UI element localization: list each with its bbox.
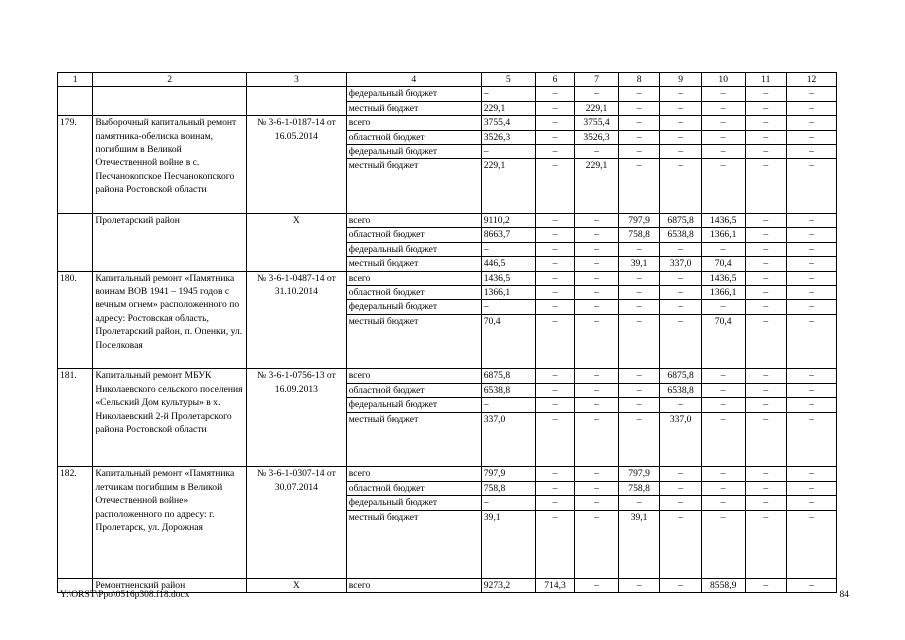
amount-cell: – — [701, 300, 745, 314]
amount-cell: 6875,8 — [481, 369, 535, 383]
amount-cell: – — [575, 481, 619, 495]
amount-cell: 6875,8 — [660, 214, 702, 228]
amount-cell: 797,9 — [481, 467, 535, 481]
amount-cell: – — [745, 271, 787, 285]
amount-cell: – — [745, 214, 787, 228]
column-number-5: 5 — [481, 73, 535, 87]
amount-cell: – — [618, 412, 660, 467]
amount-cell: – — [745, 130, 787, 144]
funding-source: федеральный бюджет — [346, 398, 481, 412]
amount-cell: – — [575, 578, 619, 592]
amount-cell: – — [535, 159, 574, 214]
amount-cell: – — [787, 481, 837, 495]
amount-cell: 8558,9 — [701, 578, 745, 592]
amount-cell: – — [745, 228, 787, 242]
amount-cell: – — [745, 145, 787, 159]
amount-cell: 797,9 — [618, 214, 660, 228]
amount-cell: – — [787, 383, 837, 397]
amount-cell: – — [618, 578, 660, 592]
object-name: Капитальный ремонт МБУК Николаевского сельского поселения «Сельский Дом культуры» в х. Николаевский 2-й Пролетарского района Ростовской области — [93, 369, 247, 467]
amount-cell: – — [701, 87, 745, 101]
row-number — [58, 214, 93, 272]
row-number: 179. — [58, 116, 93, 214]
object-name: Капитальный ремонт «Памятника летчикам погибшим в Великой Отечественной войне» расположенного по адресу: г. Пролетарск, ул. Дорожная — [93, 467, 247, 578]
amount-cell: – — [787, 159, 837, 214]
amount-cell: – — [618, 369, 660, 383]
funding-source: местный бюджет — [346, 101, 481, 115]
amount-cell: – — [481, 300, 535, 314]
amount-cell: 6875,8 — [660, 369, 702, 383]
amount-cell: 3526,3 — [481, 130, 535, 144]
amount-cell: 758,8 — [481, 481, 535, 495]
amount-cell: – — [787, 412, 837, 467]
amount-cell: – — [535, 87, 574, 101]
amount-cell: – — [787, 257, 837, 271]
amount-cell: – — [787, 271, 837, 285]
amount-cell: 6538,8 — [481, 383, 535, 397]
amount-cell: 337,0 — [660, 257, 702, 271]
funding-source: областной бюджет — [346, 286, 481, 300]
table-row — [58, 214, 837, 228]
amount-cell: 229,1 — [575, 159, 619, 214]
amount-cell: – — [535, 412, 574, 467]
amount-cell: 6538,8 — [660, 228, 702, 242]
amount-cell: – — [575, 257, 619, 271]
amount-cell: – — [787, 228, 837, 242]
amount-cell: – — [787, 87, 837, 101]
amount-cell: – — [618, 271, 660, 285]
amount-cell: 3755,4 — [575, 116, 619, 130]
amount-cell: – — [575, 398, 619, 412]
amount-cell: – — [535, 257, 574, 271]
amount-cell: – — [787, 398, 837, 412]
amount-cell: – — [787, 214, 837, 228]
funding-source: областной бюджет — [346, 481, 481, 495]
amount-cell: – — [575, 271, 619, 285]
amount-cell: – — [745, 369, 787, 383]
funding-source: местный бюджет — [346, 314, 481, 369]
amount-cell: 758,8 — [618, 228, 660, 242]
amount-cell: – — [618, 101, 660, 115]
amount-cell: – — [481, 145, 535, 159]
amount-cell: – — [618, 398, 660, 412]
amount-cell: – — [575, 412, 619, 467]
amount-cell: – — [701, 242, 745, 256]
amount-cell: – — [660, 481, 702, 495]
funding-source: областной бюджет — [346, 383, 481, 397]
amount-cell: 1366,1 — [701, 228, 745, 242]
amount-cell: – — [481, 87, 535, 101]
amount-cell: – — [787, 300, 837, 314]
funding-source: федеральный бюджет — [346, 300, 481, 314]
amount-cell: – — [535, 496, 574, 510]
amount-cell: 1366,1 — [481, 286, 535, 300]
amount-cell: – — [745, 467, 787, 481]
amount-cell: – — [660, 130, 702, 144]
amount-cell: – — [535, 481, 574, 495]
column-number-8: 8 — [618, 73, 660, 87]
amount-cell: 229,1 — [575, 101, 619, 115]
amount-cell: – — [787, 145, 837, 159]
amount-cell: – — [535, 101, 574, 115]
row-number: 180. — [58, 271, 93, 369]
amount-cell: – — [787, 510, 837, 578]
amount-cell: – — [618, 496, 660, 510]
funding-source: местный бюджет — [346, 257, 481, 271]
funding-source: всего — [346, 214, 481, 228]
amount-cell: – — [745, 257, 787, 271]
amount-cell: – — [660, 286, 702, 300]
funding-source: федеральный бюджет — [346, 496, 481, 510]
amount-cell: 39,1 — [481, 510, 535, 578]
amount-cell: 3755,4 — [481, 116, 535, 130]
column-number-12: 12 — [787, 73, 837, 87]
amount-cell: – — [701, 481, 745, 495]
budget-table — [57, 72, 837, 593]
amount-cell: – — [618, 130, 660, 144]
amount-cell: – — [787, 101, 837, 115]
amount-cell: 1436,5 — [701, 214, 745, 228]
amount-cell: – — [701, 101, 745, 115]
amount-cell: – — [618, 286, 660, 300]
amount-cell: – — [618, 242, 660, 256]
document-ref: № 3-6-1-0187-14 от 16.05.2014 — [247, 116, 347, 214]
amount-cell: – — [745, 314, 787, 369]
amount-cell: 8663,7 — [481, 228, 535, 242]
amount-cell: – — [660, 314, 702, 369]
amount-cell: – — [575, 383, 619, 397]
amount-cell: – — [745, 101, 787, 115]
amount-cell: – — [575, 369, 619, 383]
amount-cell: – — [575, 286, 619, 300]
funding-source: всего — [346, 116, 481, 130]
column-number-10: 10 — [701, 73, 745, 87]
amount-cell: 337,0 — [481, 412, 535, 467]
amount-cell: – — [481, 242, 535, 256]
funding-source: местный бюджет — [346, 159, 481, 214]
amount-cell: 758,8 — [618, 481, 660, 495]
amount-cell: – — [575, 510, 619, 578]
amount-cell: – — [787, 496, 837, 510]
amount-cell: – — [701, 116, 745, 130]
amount-cell: – — [660, 145, 702, 159]
amount-cell: – — [745, 286, 787, 300]
amount-cell: – — [575, 87, 619, 101]
amount-cell: – — [701, 412, 745, 467]
amount-cell: 1436,5 — [481, 271, 535, 285]
amount-cell: – — [745, 412, 787, 467]
amount-cell: – — [660, 300, 702, 314]
amount-cell: – — [787, 286, 837, 300]
amount-cell: 39,1 — [618, 510, 660, 578]
column-number-1: 1 — [58, 73, 93, 87]
amount-cell: – — [535, 369, 574, 383]
amount-cell: – — [535, 510, 574, 578]
amount-cell: – — [660, 510, 702, 578]
funding-source: местный бюджет — [346, 510, 481, 578]
amount-cell: – — [575, 242, 619, 256]
amount-cell: 714,3 — [535, 578, 574, 592]
object-name: Капитальный ремонт «Памятника воинам ВОВ 1941 – 1945 годов с вечным огнем» расположенного по адресу: Ростовская область, Пролетарский район, п. Опенки, ул. Поселковая — [93, 271, 247, 369]
document-ref: № 3-6-1-0487-14 от 31.10.2014 — [247, 271, 347, 369]
funding-source: областной бюджет — [346, 228, 481, 242]
amount-cell: – — [481, 496, 535, 510]
amount-cell: – — [660, 467, 702, 481]
amount-cell: 70,4 — [701, 314, 745, 369]
amount-cell: – — [701, 383, 745, 397]
amount-cell: – — [745, 383, 787, 397]
amount-cell: – — [481, 398, 535, 412]
amount-cell: – — [618, 159, 660, 214]
table-row — [58, 467, 837, 481]
amount-cell: – — [660, 578, 702, 592]
object-name: Пролетарский район — [93, 214, 247, 272]
amount-cell: 229,1 — [481, 101, 535, 115]
amount-cell: – — [535, 467, 574, 481]
amount-cell: – — [745, 481, 787, 495]
amount-cell: – — [660, 116, 702, 130]
amount-cell: – — [535, 214, 574, 228]
amount-cell: – — [660, 398, 702, 412]
amount-cell: – — [701, 398, 745, 412]
document-ref: № 3-6-1-0756-13 от 16.09.2013 — [247, 369, 347, 467]
column-number-9: 9 — [660, 73, 702, 87]
amount-cell: – — [701, 130, 745, 144]
row-number: 182. — [58, 467, 93, 578]
amount-cell: – — [575, 496, 619, 510]
amount-cell: – — [745, 116, 787, 130]
footer-file-path: Y:\ORST\Ppo\0516p308.f18.docx — [60, 590, 190, 600]
object-name — [93, 87, 247, 116]
amount-cell: – — [745, 578, 787, 592]
amount-cell: – — [535, 145, 574, 159]
amount-cell: – — [535, 314, 574, 369]
amount-cell: – — [701, 145, 745, 159]
amount-cell: – — [660, 242, 702, 256]
column-number-2: 2 — [93, 73, 247, 87]
amount-cell: 6538,8 — [660, 383, 702, 397]
table-row — [58, 271, 837, 285]
amount-cell: – — [660, 101, 702, 115]
column-number-3: 3 — [247, 73, 347, 87]
column-number-6: 6 — [535, 73, 574, 87]
amount-cell: – — [575, 145, 619, 159]
amount-cell: – — [745, 496, 787, 510]
funding-source: местный бюджет — [346, 412, 481, 467]
amount-cell: – — [575, 467, 619, 481]
funding-source: всего — [346, 578, 481, 592]
amount-cell: 1436,5 — [701, 271, 745, 285]
funding-source: федеральный бюджет — [346, 242, 481, 256]
amount-cell: 39,1 — [618, 257, 660, 271]
amount-cell: – — [535, 271, 574, 285]
amount-cell: – — [787, 314, 837, 369]
amount-cell: – — [660, 271, 702, 285]
footer-page-number: 84 — [839, 590, 849, 600]
header-row — [58, 73, 837, 87]
funding-source: всего — [346, 271, 481, 285]
amount-cell: – — [745, 300, 787, 314]
column-number-7: 7 — [575, 73, 619, 87]
amount-cell: – — [535, 383, 574, 397]
amount-cell: – — [575, 300, 619, 314]
row-number — [58, 87, 93, 116]
amount-cell: – — [660, 159, 702, 214]
amount-cell: – — [618, 145, 660, 159]
funding-source: федеральный бюджет — [346, 145, 481, 159]
amount-cell: – — [701, 510, 745, 578]
funding-source: федеральный бюджет — [346, 87, 481, 101]
amount-cell: 70,4 — [701, 257, 745, 271]
amount-cell: – — [787, 369, 837, 383]
amount-cell: 446,5 — [481, 257, 535, 271]
amount-cell: – — [701, 467, 745, 481]
amount-cell: 9273,2 — [481, 578, 535, 592]
document-ref: Х — [247, 214, 347, 272]
amount-cell: 229,1 — [481, 159, 535, 214]
amount-cell: – — [787, 578, 837, 592]
amount-cell: – — [787, 116, 837, 130]
amount-cell: – — [701, 496, 745, 510]
amount-cell: 3526,3 — [575, 130, 619, 144]
funding-source: всего — [346, 369, 481, 383]
amount-cell: – — [535, 300, 574, 314]
amount-cell: – — [618, 383, 660, 397]
amount-cell: – — [787, 130, 837, 144]
amount-cell: 337,0 — [660, 412, 702, 467]
amount-cell: – — [535, 116, 574, 130]
amount-cell: – — [787, 242, 837, 256]
funding-source: областной бюджет — [346, 130, 481, 144]
amount-cell: – — [660, 496, 702, 510]
amount-cell: – — [535, 228, 574, 242]
amount-cell: – — [535, 398, 574, 412]
amount-cell: 1366,1 — [701, 286, 745, 300]
amount-cell: – — [701, 159, 745, 214]
amount-cell: 797,9 — [618, 467, 660, 481]
amount-cell: – — [618, 300, 660, 314]
column-number-4: 4 — [346, 73, 481, 87]
table-row — [58, 116, 837, 130]
amount-cell: – — [575, 214, 619, 228]
amount-cell: – — [618, 314, 660, 369]
amount-cell: – — [575, 228, 619, 242]
row-number: 181. — [58, 369, 93, 467]
amount-cell: – — [745, 87, 787, 101]
amount-cell: – — [575, 314, 619, 369]
amount-cell: – — [535, 286, 574, 300]
document-ref: № 3-6-1-0307-14 от 30.07.2014 — [247, 467, 347, 578]
amount-cell: – — [535, 130, 574, 144]
amount-cell: – — [701, 369, 745, 383]
amount-cell: – — [618, 116, 660, 130]
amount-cell: – — [535, 242, 574, 256]
amount-cell: – — [745, 510, 787, 578]
amount-cell: 9110,2 — [481, 214, 535, 228]
document-ref — [247, 87, 347, 116]
amount-cell: – — [618, 87, 660, 101]
object-name: Выборочный капитальный ремонт памятника-обелиска воинам, погибшим в Великой Отечественной войне в с. Песчанокопское Песчанокопского района Ростовской области — [93, 116, 247, 214]
object-name: Ремонтненский район — [93, 578, 247, 592]
amount-cell: – — [745, 242, 787, 256]
amount-cell: – — [660, 87, 702, 101]
document-ref: Х — [247, 578, 347, 592]
table-row — [58, 87, 837, 101]
column-number-11: 11 — [745, 73, 787, 87]
amount-cell: – — [745, 398, 787, 412]
amount-cell: 70,4 — [481, 314, 535, 369]
funding-source: всего — [346, 467, 481, 481]
table-row — [58, 369, 837, 383]
amount-cell: – — [745, 159, 787, 214]
amount-cell: – — [787, 467, 837, 481]
